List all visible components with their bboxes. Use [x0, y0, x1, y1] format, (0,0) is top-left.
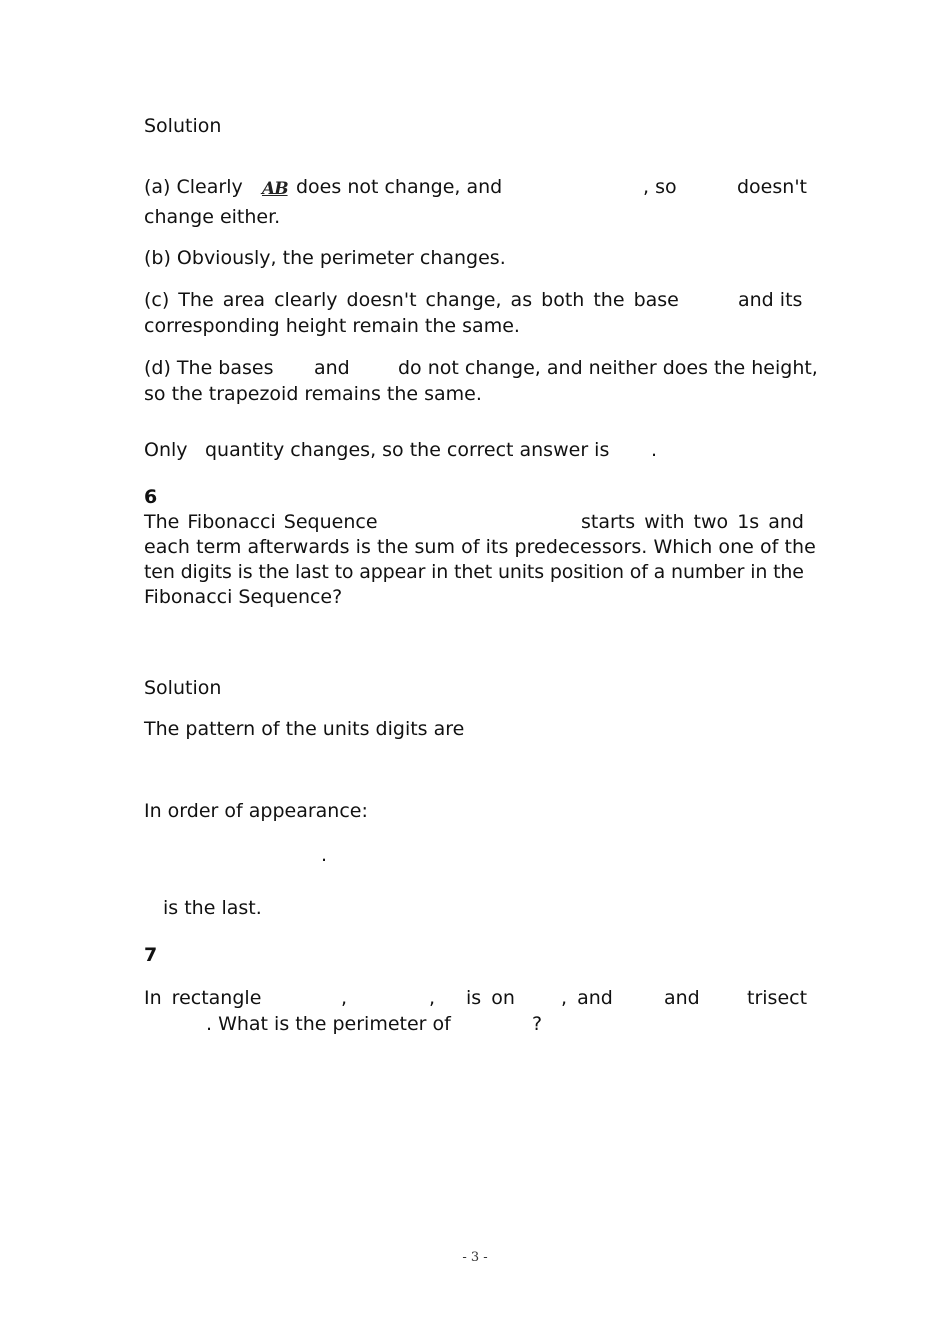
problem-6-order: In order of appearance:	[144, 800, 368, 822]
problem-7-word-1: In rectangle	[144, 987, 262, 1009]
problem-6-line4: Fibonacci Sequence?	[144, 586, 343, 608]
problem-7-word-3: ,	[429, 987, 436, 1009]
part-c-line2: corresponding height remain the same.	[144, 315, 520, 337]
only-left: Only	[144, 439, 188, 461]
part-a-doesnt: doesn't	[737, 176, 807, 198]
problem-7-line2: . What is the perimeter of	[206, 1013, 451, 1035]
problem-7-word-2: ,	[341, 987, 348, 1009]
problem-7-word-4: is on	[466, 987, 515, 1009]
problem-6-pattern: The pattern of the units digits are	[144, 718, 465, 740]
part-c-line1-left	[144, 288, 696, 313]
ab-math-symbol	[262, 176, 288, 202]
problem-7-word-7: trisect	[747, 987, 808, 1009]
ab-symbol-text: AB	[262, 179, 288, 199]
page-number: - 3 -	[462, 1250, 488, 1265]
problem-6-solution-heading: Solution	[144, 677, 222, 699]
problem-6-line3: ten digits is the last to appear in thet units position of a number in the	[144, 561, 804, 583]
problem-7-number: 7	[144, 944, 158, 966]
problem-6-order-period: .	[321, 844, 328, 866]
only-mid: quantity changes, so the correct answer is	[205, 439, 610, 461]
problem-6-last: is the last.	[163, 897, 262, 919]
part-c-text-left: (c) The area clearly doesn't change, as both the base	[144, 289, 679, 311]
part-d-line2: so the trapezoid remains the same.	[144, 383, 482, 405]
problem-7-question-mark: ?	[532, 1013, 543, 1035]
problem-6-number: 6	[144, 486, 158, 508]
problem-7-word-6: and	[664, 987, 700, 1009]
part-a-line2: change either.	[144, 206, 281, 228]
part-d-and: and	[314, 357, 350, 379]
only-period: .	[651, 439, 658, 461]
problem-6-line1-right: starts with two 1s and	[581, 511, 804, 533]
part-a-does-not-change: does not change, and	[296, 176, 503, 198]
solution-heading: Solution	[144, 115, 222, 137]
part-d-bases: (d) The bases	[144, 357, 274, 379]
part-b-line: (b) Obviously, the perimeter changes.	[144, 247, 506, 269]
part-c-line1-right: and its	[738, 289, 803, 311]
part-a-prefix: (a) Clearly	[144, 176, 243, 198]
part-d-rest: do not change, and neither does the height,	[398, 357, 818, 379]
problem-6-line2: each term afterwards is the sum of its predecessors. Which one of the	[144, 536, 816, 558]
problem-7-word-5: , and	[561, 987, 613, 1009]
part-a-comma-so: , so	[643, 176, 677, 198]
problem-6-line1-left: The Fibonacci Sequence	[144, 511, 378, 533]
